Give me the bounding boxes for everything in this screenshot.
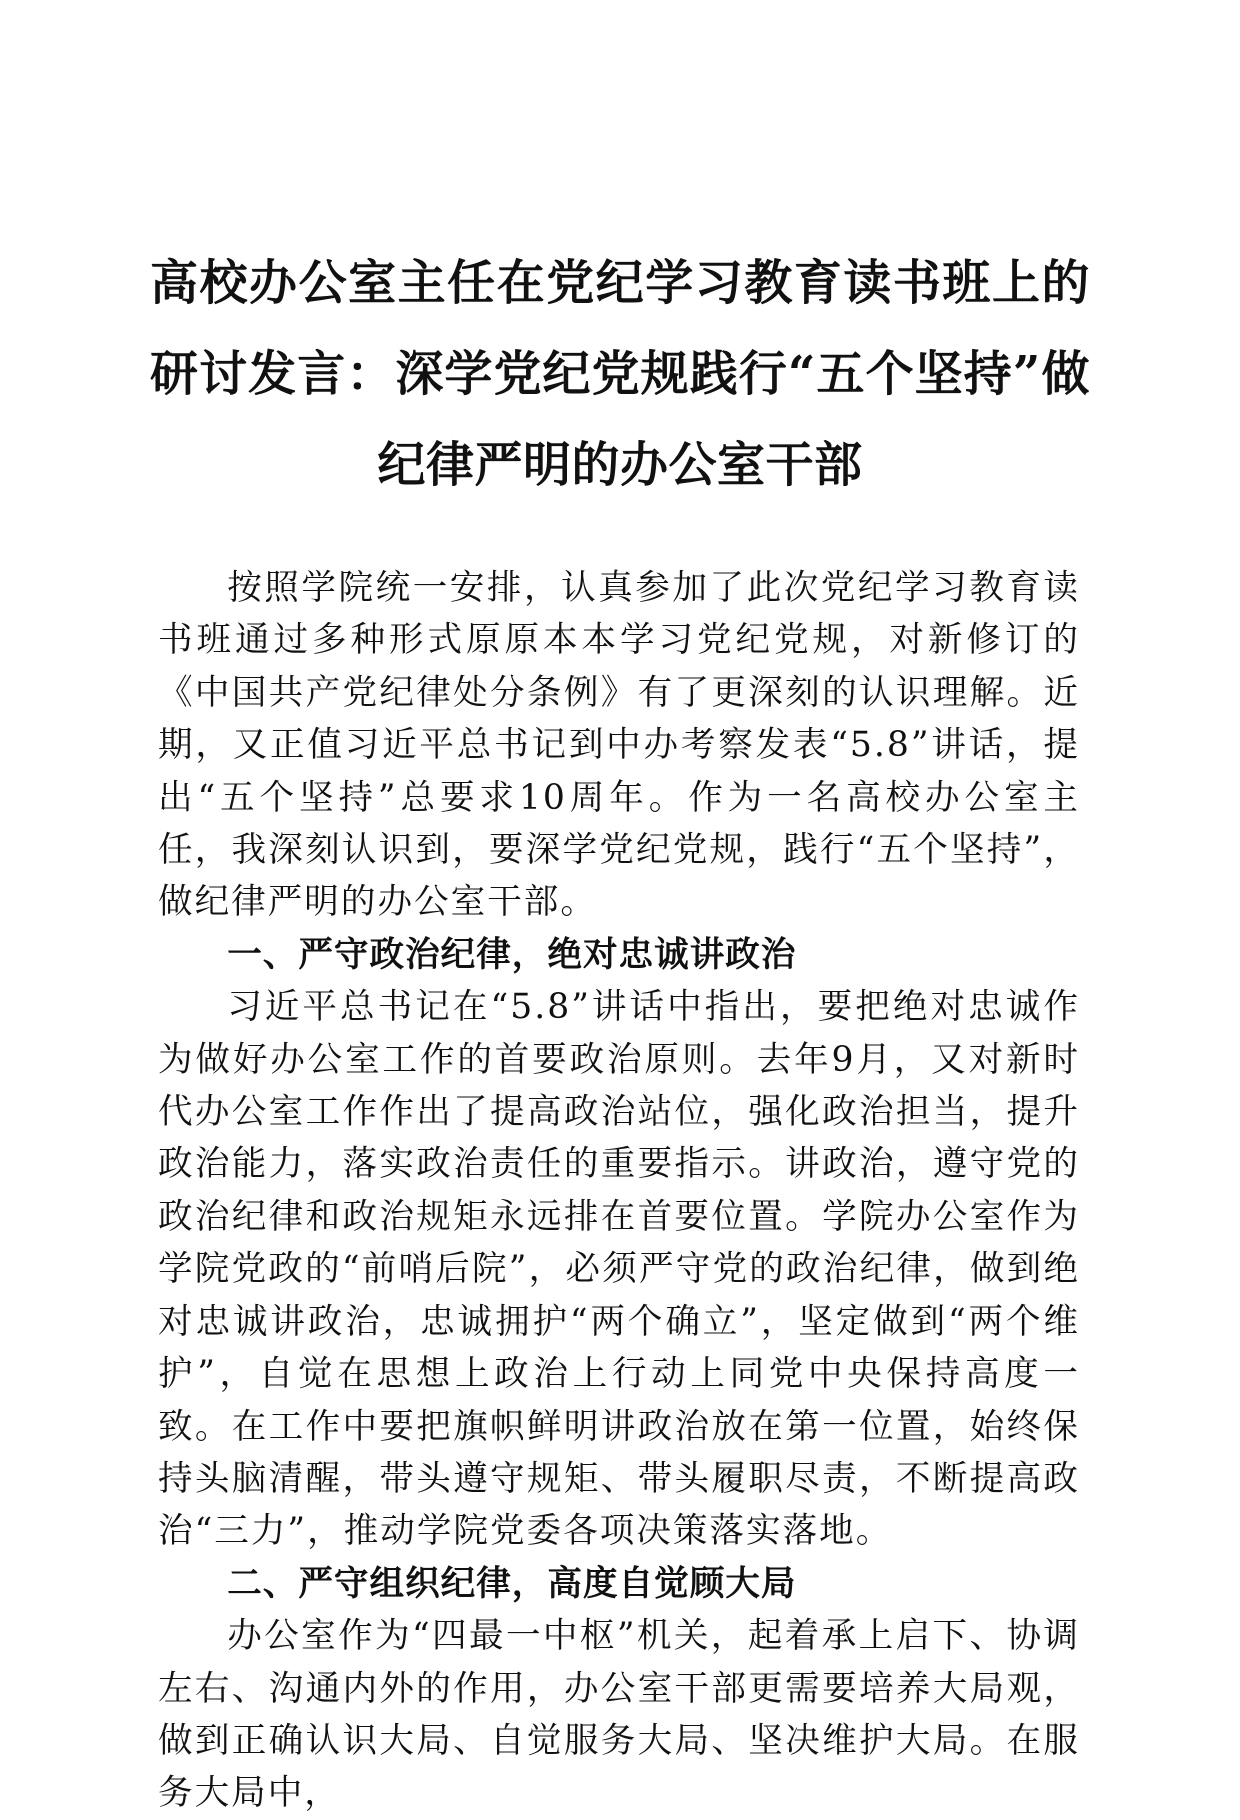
section-heading-1: 一、严守政治纪律，绝对忠诚讲政治 — [227, 934, 797, 975]
section-paragraph-2: 办公室作为“四最一中枢”机关，起着承上启下、协调左右、沟通内外的作用，办公室干部更需要培养大局观，做到正确认识大局、自觉服务大局、坚决维护大局。在服务大局中， — [158, 1616, 1080, 1814]
intro-paragraph: 按照学院统一安排，认真参加了此次党纪学习教育读书班通过多种形式原原本本学习党纪党规，对新修订的《中国共产党纪律处分条例》有了更深刻的认识理解。近期，又正值习近平总书记到中办考察发表“5.8”讲话，提出“五个坚持”总要求10周年。作为一名高校办公室主任，我深刻认识到，要深学党纪党规，践行“五个坚持”，做纪律严明的办公室干部。 — [158, 568, 1080, 923]
section-heading-2: 二、严守组织纪律，高度自觉顾大局 — [227, 1563, 797, 1604]
section-paragraph-1: 习近平总书记在“5.8”讲话中指出，要把绝对忠诚作为做好办公室工作的首要政治原则。去年9月，又对新时代办公室工作作出了提高政治站位，强化政治担当，提升政治能力，落实政治责任的重要指示。讲政治，遵守党的政治纪律和政治规矩永远排在首要位置。学院办公室作为学院党政的“前哨后院”，必须严守党的政治纪律，做到绝对忠诚讲政治，忠诚拥护“两个确立”，坚定做到“两个维护”，自觉在思想上政治上行动上同党中央保持高度一致。在工作中要把旗帜鲜明讲政治放在第一位置，始终保持头脑清醒，带头遵守规矩、带头履职尽责，不断提高政治“三力”，推动学院党委各项决策落实落地。 — [158, 987, 1080, 1552]
document-body — [158, 562, 1080, 1820]
document-title: 高校办公室主任在党纪学习教育读书班上的研讨发言：深学党纪党规践行“五个坚持”做纪律严明的办公室干部 — [150, 255, 1090, 493]
